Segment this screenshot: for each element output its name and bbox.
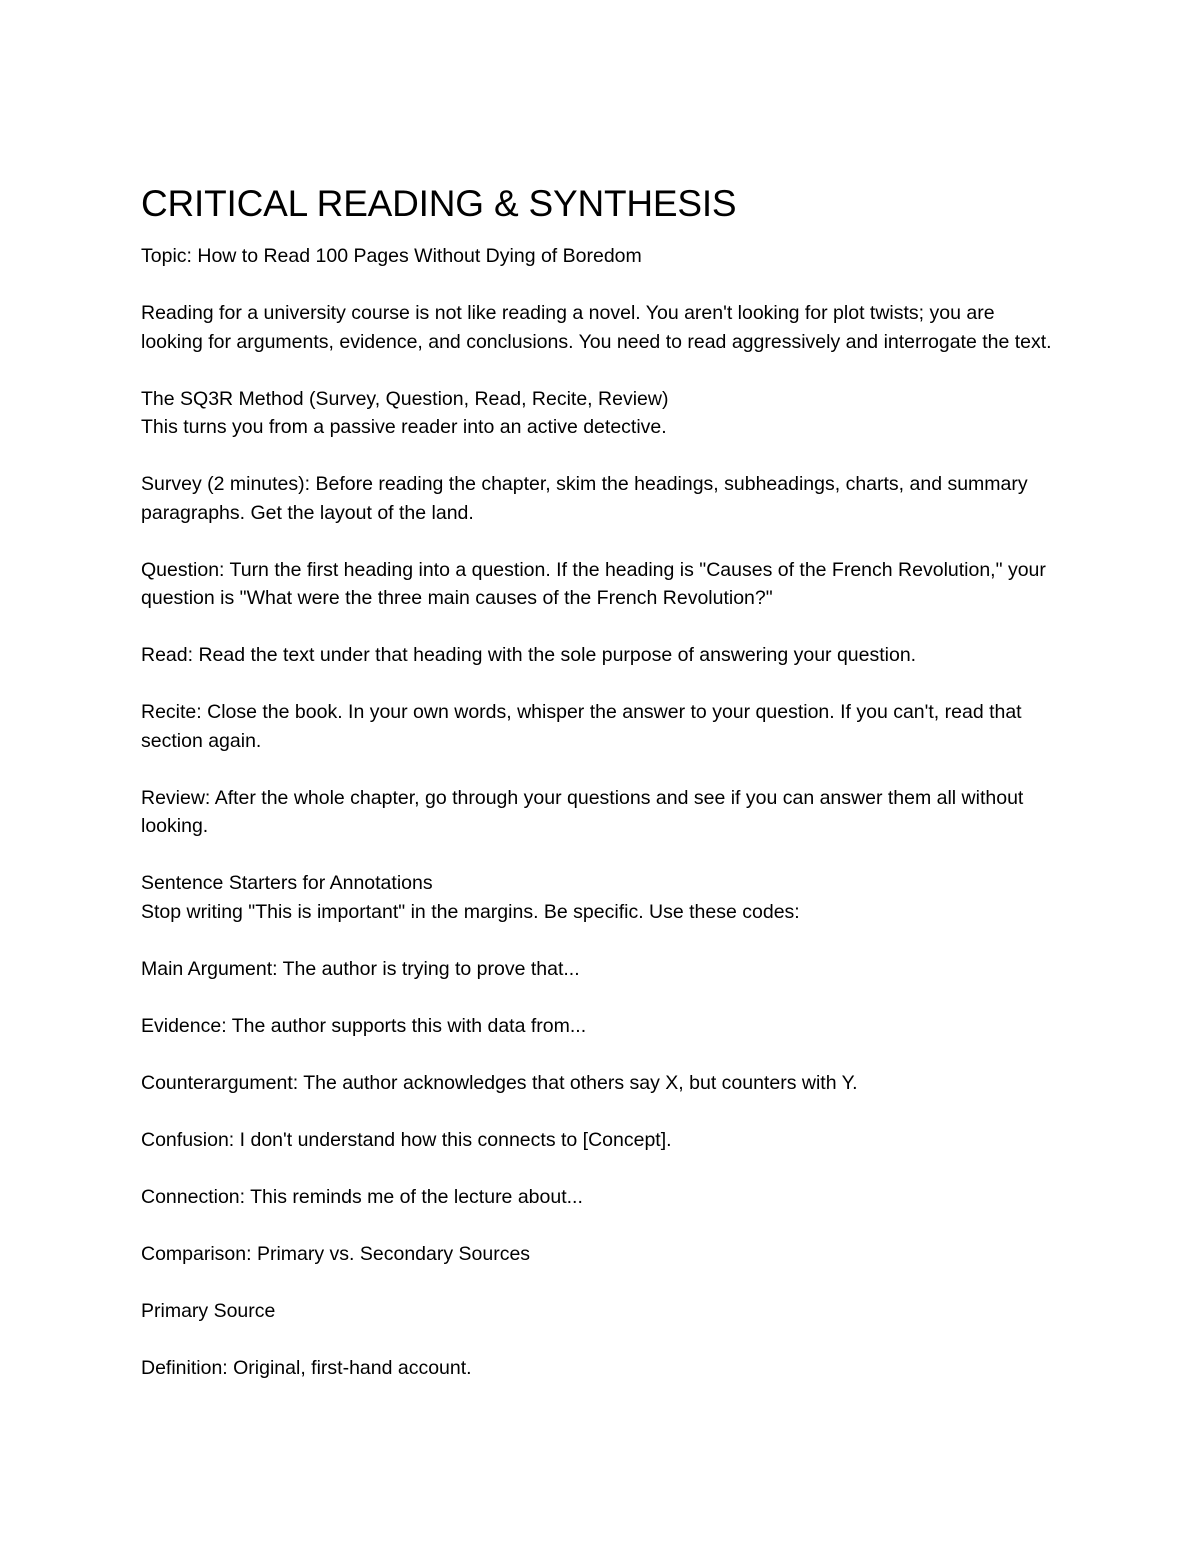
topic-line: Topic: How to Read 100 Pages Without Dying of Boredom <box>141 245 642 267</box>
sq3r-subheading: This turns you from a passive reader into an active detective. <box>141 416 667 439</box>
annotation-code-connection: Connection: This reminds me of the lecture about... <box>141 1185 583 1208</box>
primary-source-definition: Definition: Original, first-hand account. <box>141 1356 472 1379</box>
annotation-code-main-argument: Main Argument: The author is trying to prove that... <box>141 958 580 981</box>
sq3r-step-read: Read: Read the text under that heading with the sole purpose of answering your question. <box>141 644 917 667</box>
annotations-section-header <box>141 869 1061 926</box>
annotation-code-evidence: Evidence: The author supports this with data from... <box>141 1015 587 1037</box>
sq3r-section-header <box>141 385 1061 442</box>
annotations-subheading: Stop writing "This is important" in the margins. Be specific. Use these codes: <box>141 901 800 924</box>
sq3r-heading: The SQ3R Method (Survey, Question, Read, Recite, Review) <box>141 387 669 410</box>
sq3r-step-question: Question: Turn the first heading into a question. If the heading is "Causes of the French Revolution," your question is "What were the three main causes of the French Revolution?" <box>141 558 1046 610</box>
annotations-heading: Sentence Starters for Annotations <box>141 872 433 895</box>
sq3r-step-recite: Recite: Close the book. In your own words, whisper the answer to your question. If you can't, read that section again. <box>141 701 1022 752</box>
annotation-code-confusion: Confusion: I don't understand how this connects to [Concept]. <box>141 1128 672 1151</box>
document-page <box>141 182 1061 1411</box>
annotation-code-counterargument: Counterargument: The author acknowledges that others say X, but counters with Y. <box>141 1071 858 1094</box>
comparison-heading: Comparison: Primary vs. Secondary Sources <box>141 1242 531 1265</box>
sq3r-step-review: Review: After the whole chapter, go through your questions and see if you can answer them all without looking. <box>141 786 1024 838</box>
document-title: CRITICAL READING & SYNTHESIS <box>141 183 737 224</box>
sq3r-step-survey: Survey (2 minutes): Before reading the chapter, skim the headings, subheadings, charts, and summary paragraphs. Get the layout of the land. <box>141 473 1028 524</box>
primary-source-label: Primary Source <box>141 1299 276 1322</box>
intro-paragraph: Reading for a university course is not like reading a novel. You aren't looking for plot twists; you are looking for arguments, evidence, and conclusions. You need to read aggressively and interrogate the text. <box>141 301 1052 353</box>
